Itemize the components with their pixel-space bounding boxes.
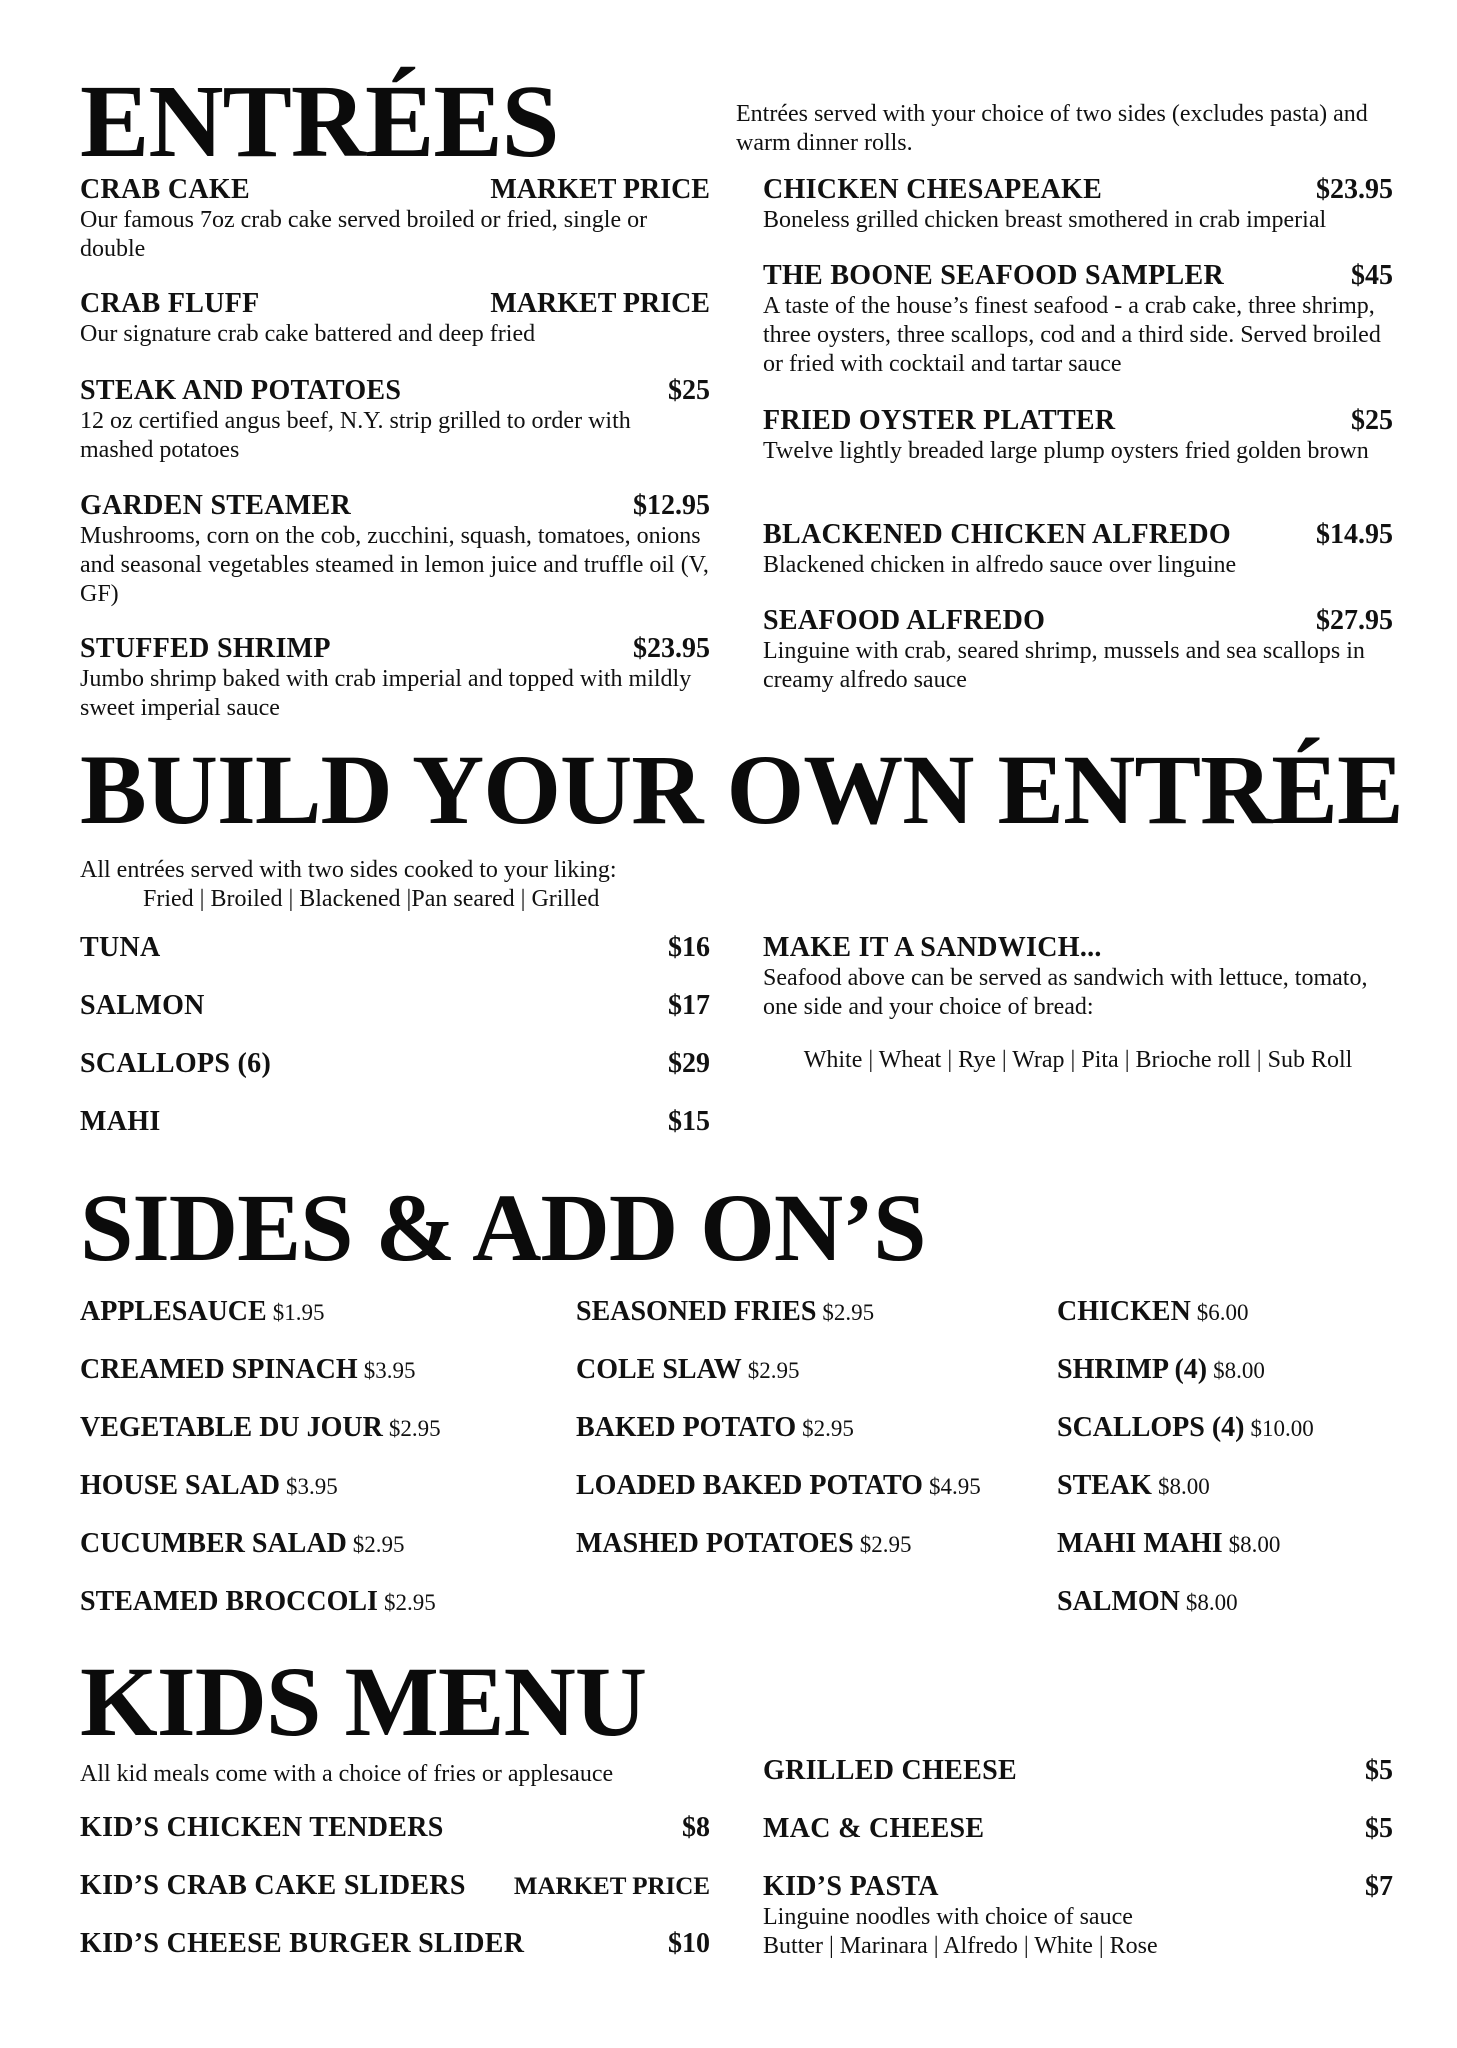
item-price: $23.95 <box>633 633 710 664</box>
item-price: $10 <box>668 1928 710 1959</box>
item-name: MAHI <box>80 1106 161 1137</box>
item-description: Mushrooms, corn on the cob, zucchini, squash, tomatoes, onions and seasonal vegetables steamed in lemon juice and truffle oil (V, GF) <box>80 523 709 607</box>
item-description: Blackened chicken in alfredo sauce over linguine <box>763 552 1237 578</box>
item-price: $15 <box>668 1106 710 1137</box>
item-price: MARKET PRICE <box>490 174 710 205</box>
item-name: STUFFED SHRIMP <box>80 633 331 664</box>
item-name: THE BOONE SEAFOOD SAMPLER <box>763 260 1225 291</box>
item-name: FRIED OYSTER PLATTER <box>763 405 1116 436</box>
side-name: CREAMED SPINACH <box>80 1354 358 1385</box>
side-item <box>80 1469 441 1527</box>
menu-item <box>80 288 710 375</box>
item-name: GARDEN STEAMER <box>80 490 352 521</box>
item-price: $12.95 <box>633 490 710 521</box>
item-description: Our famous 7oz crab cake served broiled or fried, single or double <box>80 207 648 262</box>
side-item <box>576 1295 981 1353</box>
entrees-title: ENTRÉES <box>80 64 559 179</box>
side-name: HOUSE SALAD <box>80 1470 280 1501</box>
side-price: $3.95 <box>285 1474 338 1499</box>
side-price: $4.95 <box>928 1474 981 1499</box>
side-name: COLE SLAW <box>576 1354 742 1385</box>
side-item <box>1057 1295 1314 1353</box>
side-name: SCALLOPS (4) <box>1057 1412 1245 1443</box>
item-price: $5 <box>1365 1813 1393 1844</box>
menu-item <box>80 990 710 1048</box>
menu-item <box>763 605 1393 695</box>
side-name: SALMON <box>1057 1586 1180 1617</box>
item-price: $17 <box>668 990 710 1021</box>
entrees-note: Entrées served with your choice of two sides (excludes pasta) and warm dinner rolls. <box>736 101 1368 156</box>
side-price: $8.00 <box>1157 1474 1210 1499</box>
item-name: KID’S PASTA <box>763 1871 939 1902</box>
menu-item <box>80 174 710 262</box>
item-name: TUNA <box>80 932 161 963</box>
side-name: APPLESAUCE <box>80 1296 267 1327</box>
side-item <box>80 1585 441 1643</box>
side-price: $2.95 <box>352 1532 405 1557</box>
cooking-methods: Fried | Broiled | Blackened |Pan seared | Grilled <box>143 886 600 912</box>
menu-item <box>763 260 1393 405</box>
item-price: $45 <box>1351 260 1393 291</box>
item-name: CRAB FLUFF <box>80 288 260 319</box>
side-name: CHICKEN <box>1057 1296 1191 1327</box>
menu-item <box>80 1812 710 1870</box>
byo-note: All entrées served with two sides cooked to your liking: <box>80 857 617 883</box>
byo-list <box>80 932 710 1164</box>
kids-right-column <box>763 1755 1393 1961</box>
side-price: $8.00 <box>1213 1358 1265 1383</box>
sandwich-description: Seafood above can be served as sandwich with lettuce, tomato, one side and your choice of bread: <box>763 965 1368 1020</box>
item-name: SEAFOOD ALFREDO <box>763 605 1046 636</box>
menu-item <box>80 375 710 490</box>
sides-column-3 <box>1057 1295 1314 1643</box>
menu-item <box>80 1928 710 1986</box>
item-price: $29 <box>668 1048 710 1079</box>
side-name: STEAMED BROCCOLI <box>80 1586 378 1617</box>
item-description: Our signature crab cake battered and deep fried <box>80 321 536 347</box>
side-price: $2.95 <box>802 1416 854 1441</box>
kids-left-column <box>80 1812 710 1986</box>
sauce-options: Butter | Marinara | Alfredo | White | Rose <box>763 1933 1158 1959</box>
byo-title: BUILD YOUR OWN ENTRÉE <box>80 734 1403 845</box>
menu-item <box>763 405 1393 519</box>
menu-item <box>763 174 1393 260</box>
menu-item <box>763 519 1393 605</box>
menu-item <box>80 932 710 990</box>
menu-item <box>80 1106 710 1164</box>
item-description: Twelve lightly breaded large plump oysters fried golden brown <box>763 438 1369 464</box>
menu-item <box>80 1048 710 1106</box>
item-name: GRILLED CHEESE <box>763 1755 1017 1786</box>
side-price: $6.00 <box>1196 1300 1249 1325</box>
side-name: CUCUMBER SALAD <box>80 1528 347 1559</box>
side-item <box>80 1411 441 1469</box>
item-name: BLACKENED CHICKEN ALFREDO <box>763 519 1232 550</box>
kids-note: All kid meals come with a choice of fries or applesauce <box>80 1761 614 1787</box>
entrees-right-column <box>763 174 1393 695</box>
side-name: LOADED BAKED POTATO <box>576 1470 923 1501</box>
item-description: Linguine noodles with choice of sauce <box>763 1904 1133 1930</box>
item-description: Linguine with crab, seared shrimp, mussels and sea scallops in creamy alfredo sauce <box>763 638 1365 693</box>
item-name: CHICKEN CHESAPEAKE <box>763 174 1103 205</box>
side-name: SHRIMP (4) <box>1057 1354 1208 1385</box>
menu-item <box>80 490 710 633</box>
item-description: Boneless grilled chicken breast smothered in crab imperial <box>763 207 1327 233</box>
item-price: $14.95 <box>1316 519 1393 550</box>
item-price: $27.95 <box>1316 605 1393 636</box>
side-name: BAKED POTATO <box>576 1412 797 1443</box>
sandwich-box <box>763 932 1393 1075</box>
side-item <box>576 1353 981 1411</box>
side-price: $2.95 <box>859 1532 912 1557</box>
menu-item <box>763 1871 1393 1961</box>
menu-item <box>80 633 710 723</box>
sides-title: SIDES & ADD ON’S <box>80 1174 926 1281</box>
menu-item <box>763 1813 1393 1871</box>
item-name: KID’S CHEESE BURGER SLIDER <box>80 1928 525 1959</box>
side-name: SEASONED FRIES <box>576 1296 817 1327</box>
item-price: MARKET PRICE <box>490 288 710 319</box>
sides-column-2 <box>576 1295 981 1585</box>
side-name: MASHED POTATOES <box>576 1528 854 1559</box>
item-name: SCALLOPS (6) <box>80 1048 272 1079</box>
side-item <box>1057 1469 1314 1527</box>
side-item <box>576 1469 981 1527</box>
entrees-left-column <box>80 174 710 723</box>
side-name: MAHI MAHI <box>1057 1528 1223 1559</box>
item-price: $5 <box>1365 1755 1393 1786</box>
side-item <box>1057 1353 1314 1411</box>
side-price: $1.95 <box>272 1300 325 1325</box>
side-price: $3.95 <box>363 1358 416 1383</box>
side-name: STEAK <box>1057 1470 1152 1501</box>
side-name: VEGETABLE DU JOUR <box>80 1412 383 1443</box>
sandwich-title: MAKE IT A SANDWICH... <box>763 932 1102 963</box>
kids-title: KIDS MENU <box>80 1646 647 1757</box>
side-item <box>80 1527 441 1585</box>
menu-item <box>763 1755 1393 1813</box>
side-item <box>576 1411 981 1469</box>
side-price: $2.95 <box>388 1416 441 1441</box>
item-price: MARKET PRICE <box>513 1873 710 1900</box>
item-name: CRAB CAKE <box>80 174 250 205</box>
side-price: $2.95 <box>383 1590 436 1615</box>
menu-item <box>80 1870 710 1928</box>
side-price: $8.00 <box>1185 1590 1238 1615</box>
side-price: $2.95 <box>747 1358 800 1383</box>
bread-options: White | Wheat | Rye | Wrap | Pita | Brioche roll | Sub Roll <box>803 1047 1353 1073</box>
side-price: $2.95 <box>822 1300 875 1325</box>
side-item <box>80 1295 441 1353</box>
item-description: A taste of the house’s finest seafood - a crab cake, three shrimp, three oysters, three scallops, cod and a third side. Served broiled or fried with cocktail and tartar sauce <box>763 293 1381 377</box>
item-name: STEAK AND POTATOES <box>80 375 402 406</box>
side-item <box>1057 1585 1314 1643</box>
item-name: MAC & CHEESE <box>763 1813 985 1844</box>
item-price: $25 <box>668 375 710 406</box>
side-item <box>1057 1527 1314 1585</box>
item-price: $7 <box>1365 1871 1393 1902</box>
side-price: $10.00 <box>1250 1416 1314 1441</box>
side-price: $8.00 <box>1228 1532 1281 1557</box>
item-price: $16 <box>668 932 710 963</box>
item-description: 12 oz certified angus beef, N.Y. strip grilled to order with mashed potatoes <box>80 408 631 463</box>
item-price: $25 <box>1351 405 1393 436</box>
item-name: KID’S CRAB CAKE SLIDERS <box>80 1870 466 1901</box>
side-item <box>80 1353 441 1411</box>
item-description: Jumbo shrimp baked with crab imperial and topped with mildly sweet imperial sauce <box>80 666 692 721</box>
item-price: $8 <box>682 1812 710 1843</box>
item-name: KID’S CHICKEN TENDERS <box>80 1812 444 1843</box>
side-item <box>1057 1411 1314 1469</box>
side-item <box>576 1527 981 1585</box>
item-name: SALMON <box>80 990 205 1021</box>
sides-column-1 <box>80 1295 441 1643</box>
item-price: $23.95 <box>1316 174 1393 205</box>
